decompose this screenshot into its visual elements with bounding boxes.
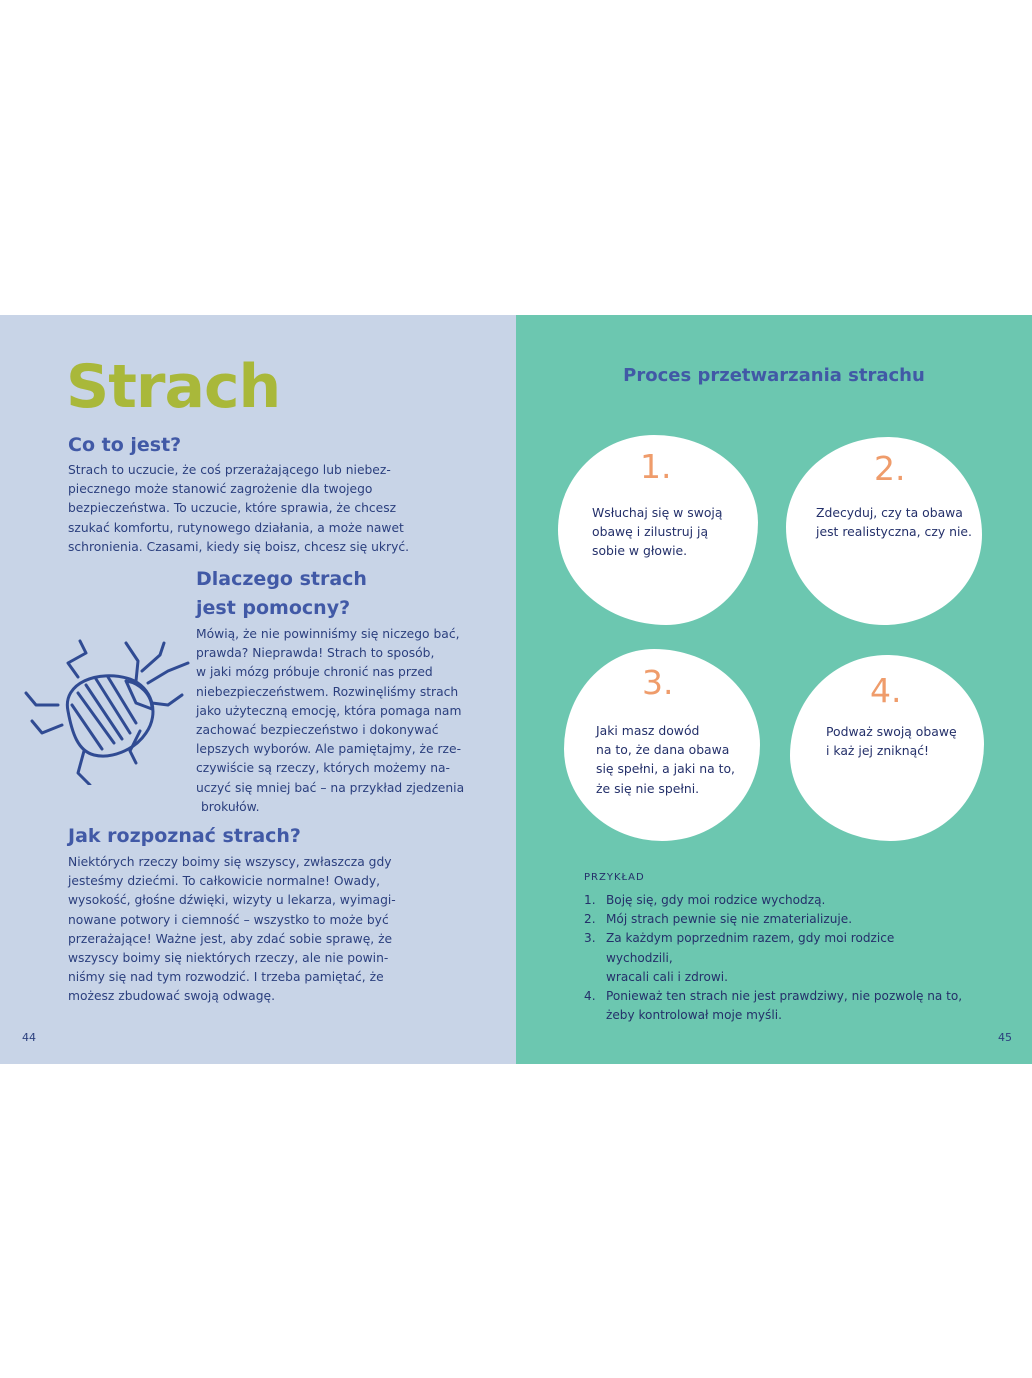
text-line: obawę i zilustruj ją — [592, 524, 709, 540]
text-line: zachować bezpieczeństwo i dokonywać — [196, 723, 439, 738]
list-item — [584, 910, 964, 929]
text-line: wysokość, głośne dźwięki, wizyty u lekarza, wyimagi- — [68, 893, 396, 908]
heading-how-to-recognize: Jak rozpoznać strach? — [68, 825, 301, 847]
text-line: w jaki mózg próbuje chronić nas przed — [196, 665, 433, 680]
step-3-bubble — [564, 649, 760, 841]
text-line: przerażające! Ważne jest, aby zdać sobie sprawę, że — [68, 931, 393, 946]
text-line: schronienia. Czasami, kiedy się boisz, chcesz się ukryć. — [68, 539, 410, 554]
step-number: 1. — [640, 447, 672, 486]
text-line: lepszych wyborów. Ale pamiętajmy, że rze- — [196, 742, 462, 757]
page-number-right: 45 — [998, 1031, 1012, 1044]
process-title: Proces przetwarzania strachu — [623, 365, 925, 386]
text-line: szukać komfortu, rutynowego działania, a może nawet — [68, 520, 404, 535]
example-label: PRZYKŁAD — [584, 872, 645, 883]
list-item — [584, 987, 964, 1025]
text-line: sobie w głowie. — [592, 543, 688, 559]
heading-line: Dlaczego strach — [196, 568, 367, 590]
text-line: Za każdym poprzednim razem, gdy moi rodzice wychodzili, — [606, 931, 895, 965]
list-item — [584, 891, 964, 910]
text-line: Zdecyduj, czy ta obawa — [816, 505, 963, 520]
step-4-bubble — [790, 655, 984, 841]
text-line: Wsłuchaj się w swoją — [592, 505, 723, 520]
text-line: Podważ swoją obawę — [826, 724, 957, 739]
paragraph-why-helpful — [196, 625, 464, 817]
list-number: 3. — [584, 931, 596, 946]
list-number: 1. — [584, 893, 596, 907]
paragraph-what-is-it — [68, 461, 409, 557]
book-spread — [0, 315, 1032, 1064]
list-number: 2. — [584, 912, 596, 927]
text-line: Jaki masz dowód — [596, 723, 700, 738]
text-line: Mój strach pewnie się nie zmaterializuje. — [606, 912, 853, 927]
text-line: piecznego może stanowić zagrożenie dla twojego — [68, 482, 373, 497]
step-text — [592, 503, 722, 561]
text-line: żeby kontrolował moje myśli. — [606, 1008, 782, 1023]
text-line: wszyscy boimy się niektórych rzeczy, ale nie powin- — [68, 951, 389, 966]
text-line: jest realistyczna, czy nie. — [816, 524, 972, 540]
step-number: 4. — [870, 671, 902, 710]
text-line: wracali cali i zdrowi. — [606, 969, 728, 984]
page-title: Strach — [66, 352, 281, 422]
text-line: możesz zbudować swoją odwagę. — [68, 989, 275, 1004]
text-line: Ponieważ ten strach nie jest prawdziwy, nie pozwolę na to, — [606, 989, 963, 1004]
paragraph-how-to-recognize — [68, 853, 396, 1007]
right-page — [516, 315, 1032, 1064]
text-line: Mówią, że nie powinniśmy się niczego bać, — [196, 627, 460, 641]
page-number-left: 44 — [22, 1031, 36, 1044]
text-line: że się nie spełni. — [596, 780, 700, 796]
text-line: się spełni, a jaki na to, — [596, 761, 735, 777]
text-line: na to, że dana obawa — [596, 742, 730, 758]
step-1-bubble — [558, 435, 758, 625]
step-number: 3. — [642, 663, 674, 702]
text-line: Strach to uczucie, że coś przerażającego lub niebez- — [68, 463, 391, 477]
heading-line: jest pomocny? — [196, 597, 351, 619]
text-line: Niektórych rzeczy boimy się wszyscy, zwłaszcza gdy — [68, 855, 392, 869]
step-number: 2. — [874, 449, 906, 488]
beetle-icon — [18, 633, 193, 785]
text-line: niebezpieczeństwem. Rozwinęliśmy strach — [196, 684, 459, 699]
text-line: i każ jej zniknąć! — [826, 743, 930, 759]
text-line: uczyć się mniej bać – na przykład zjedzenia — [196, 780, 465, 795]
text-line: bezpieczeństwa. To uczucie, które sprawia, że chcesz — [68, 501, 397, 516]
heading-what-is-it: Co to jest? — [68, 434, 182, 456]
text-line: niśmy się nad tym rozwodzić. I trzeba pamiętać, że — [68, 970, 384, 985]
heading-why-helpful — [196, 565, 367, 623]
left-page — [0, 315, 516, 1064]
list-number: 4. — [584, 989, 596, 1004]
step-2-bubble — [786, 437, 982, 625]
text-line: czywiście są rzeczy, których możemy na- — [196, 761, 450, 776]
text-line: brokułów. — [201, 799, 260, 814]
text-line: jako użyteczną emocję, która pomaga nam — [196, 703, 462, 718]
step-text — [826, 722, 957, 760]
step-text — [816, 503, 972, 541]
text-line: nowane potwory i ciemność – wszystko to może być — [68, 912, 389, 927]
example-list — [584, 891, 964, 1025]
step-text — [596, 721, 735, 798]
list-item — [584, 929, 964, 987]
text-line: prawda? Nieprawda! Strach to sposób, — [196, 646, 435, 661]
text-line: jesteśmy dziećmi. To całkowicie normalne! Owady, — [68, 874, 381, 889]
text-line: Boję się, gdy moi rodzice wychodzą. — [606, 893, 826, 907]
